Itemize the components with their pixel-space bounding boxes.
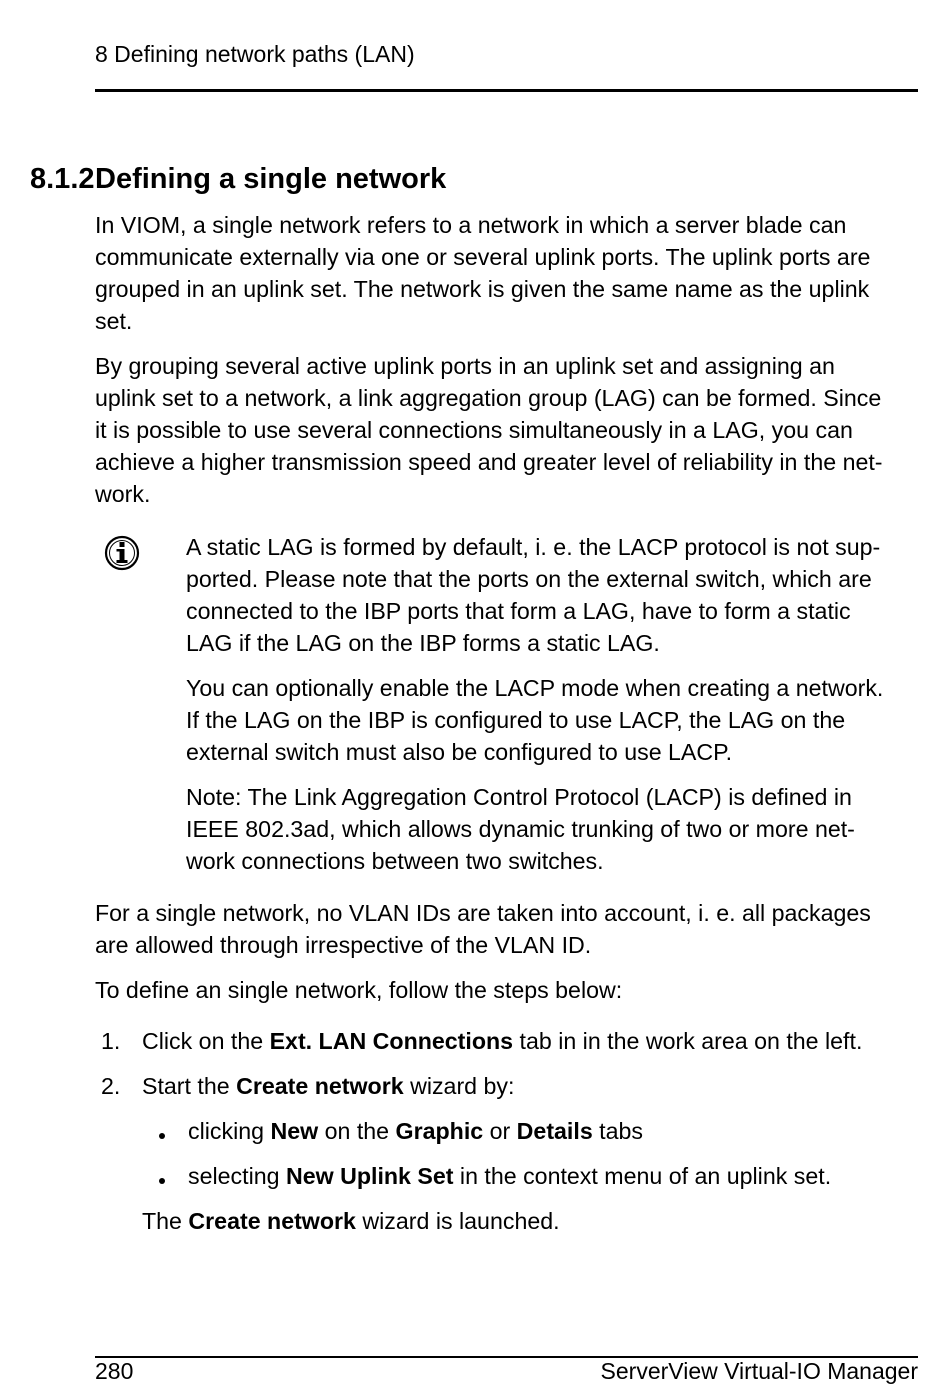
text-line: If the LAG on the IBP is configured to use LACP, the LAG on the	[186, 707, 846, 733]
step-number: 2.	[101, 1073, 121, 1099]
ui-term: Create network	[188, 1208, 356, 1234]
text-line: IEEE 802.3ad, which allows dynamic trunking of two or more net-	[186, 816, 855, 842]
text-line: external switch must also be configured to use LACP.	[186, 739, 733, 765]
step-2: Start the Create network wizard by:	[142, 1073, 515, 1099]
ui-term: Create network	[236, 1073, 404, 1099]
ui-term: Details	[516, 1118, 593, 1144]
ui-term: Ext. LAN Connections	[269, 1028, 514, 1054]
text-line: work connections between two switches.	[186, 848, 604, 874]
note-lacp-definition	[186, 781, 914, 877]
bullet-item: clicking New on the Graphic or Details tabs	[188, 1118, 643, 1144]
note-lacp-mode	[186, 672, 914, 768]
section-title: Defining a single network	[95, 163, 447, 195]
running-header: 8 Defining network paths (LAN)	[95, 41, 415, 67]
text-line: communicate externally via one or several uplink ports. The uplink ports are	[95, 244, 871, 270]
text-line: are allowed through irrespective of the VLAN ID.	[95, 932, 592, 958]
text-line: To define an single network, follow the steps below:	[95, 977, 623, 1003]
text-line: grouped in an uplink set. The network is given the same name as the uplink	[95, 276, 870, 302]
text-line: For a single network, no VLAN IDs are taken into account, i. e. all packages	[95, 900, 871, 926]
text-line: A static LAG is formed by default, i. e. the LACP protocol is not sup-	[186, 534, 881, 560]
paragraph-steps-intro	[95, 974, 913, 1006]
note-static-lag	[186, 531, 914, 659]
paragraph-vlan	[95, 897, 913, 961]
text-line: set.	[95, 308, 133, 334]
page-number: 280	[95, 1358, 134, 1384]
text-line: In VIOM, a single network refers to a network in which a server blade can	[95, 212, 847, 238]
text-line: You can optionally enable the LACP mode when creating a network.	[186, 675, 884, 701]
step-result: The Create network wizard is launched.	[142, 1208, 560, 1234]
text-line: uplink set to a network, a link aggregation group (LAG) can be formed. Since	[95, 385, 882, 411]
bullet-item: selecting New Uplink Set in the context menu of an uplink set.	[188, 1163, 832, 1189]
paragraph-single-network	[95, 209, 913, 337]
ui-term: New Uplink Set	[285, 1163, 454, 1189]
ui-term: Graphic	[395, 1118, 484, 1144]
text-line: LAG if the LAG on the IBP forms a static LAG.	[186, 630, 660, 656]
step-number: 1.	[101, 1028, 121, 1054]
text-line: work.	[95, 481, 151, 507]
text-line: ported. Please note that the ports on the external switch, which are	[186, 566, 872, 592]
text-line: it is possible to use several connections simultaneously in a LAG, you can	[95, 417, 853, 443]
bullet-dot	[159, 1133, 165, 1139]
document-title: ServerView Virtual-IO Manager	[600, 1358, 918, 1384]
header-rule	[95, 89, 918, 92]
step-1: Click on the Ext. LAN Connections tab in in the work area on the left.	[142, 1028, 863, 1054]
bullet-dot	[159, 1178, 165, 1184]
text-line: connected to the IBP ports that form a LAG, have to form a static	[186, 598, 851, 624]
section-number: 8.1.2	[30, 163, 95, 195]
text-line: achieve a higher transmission speed and greater level of reliability in the net-	[95, 449, 883, 475]
text-line: Note: The Link Aggregation Control Protocol (LACP) is defined in	[186, 784, 852, 810]
info-icon	[103, 534, 141, 572]
paragraph-lag	[95, 350, 913, 510]
ui-term: New	[270, 1118, 319, 1144]
text-line: By grouping several active uplink ports in an uplink set and assigning an	[95, 353, 835, 379]
